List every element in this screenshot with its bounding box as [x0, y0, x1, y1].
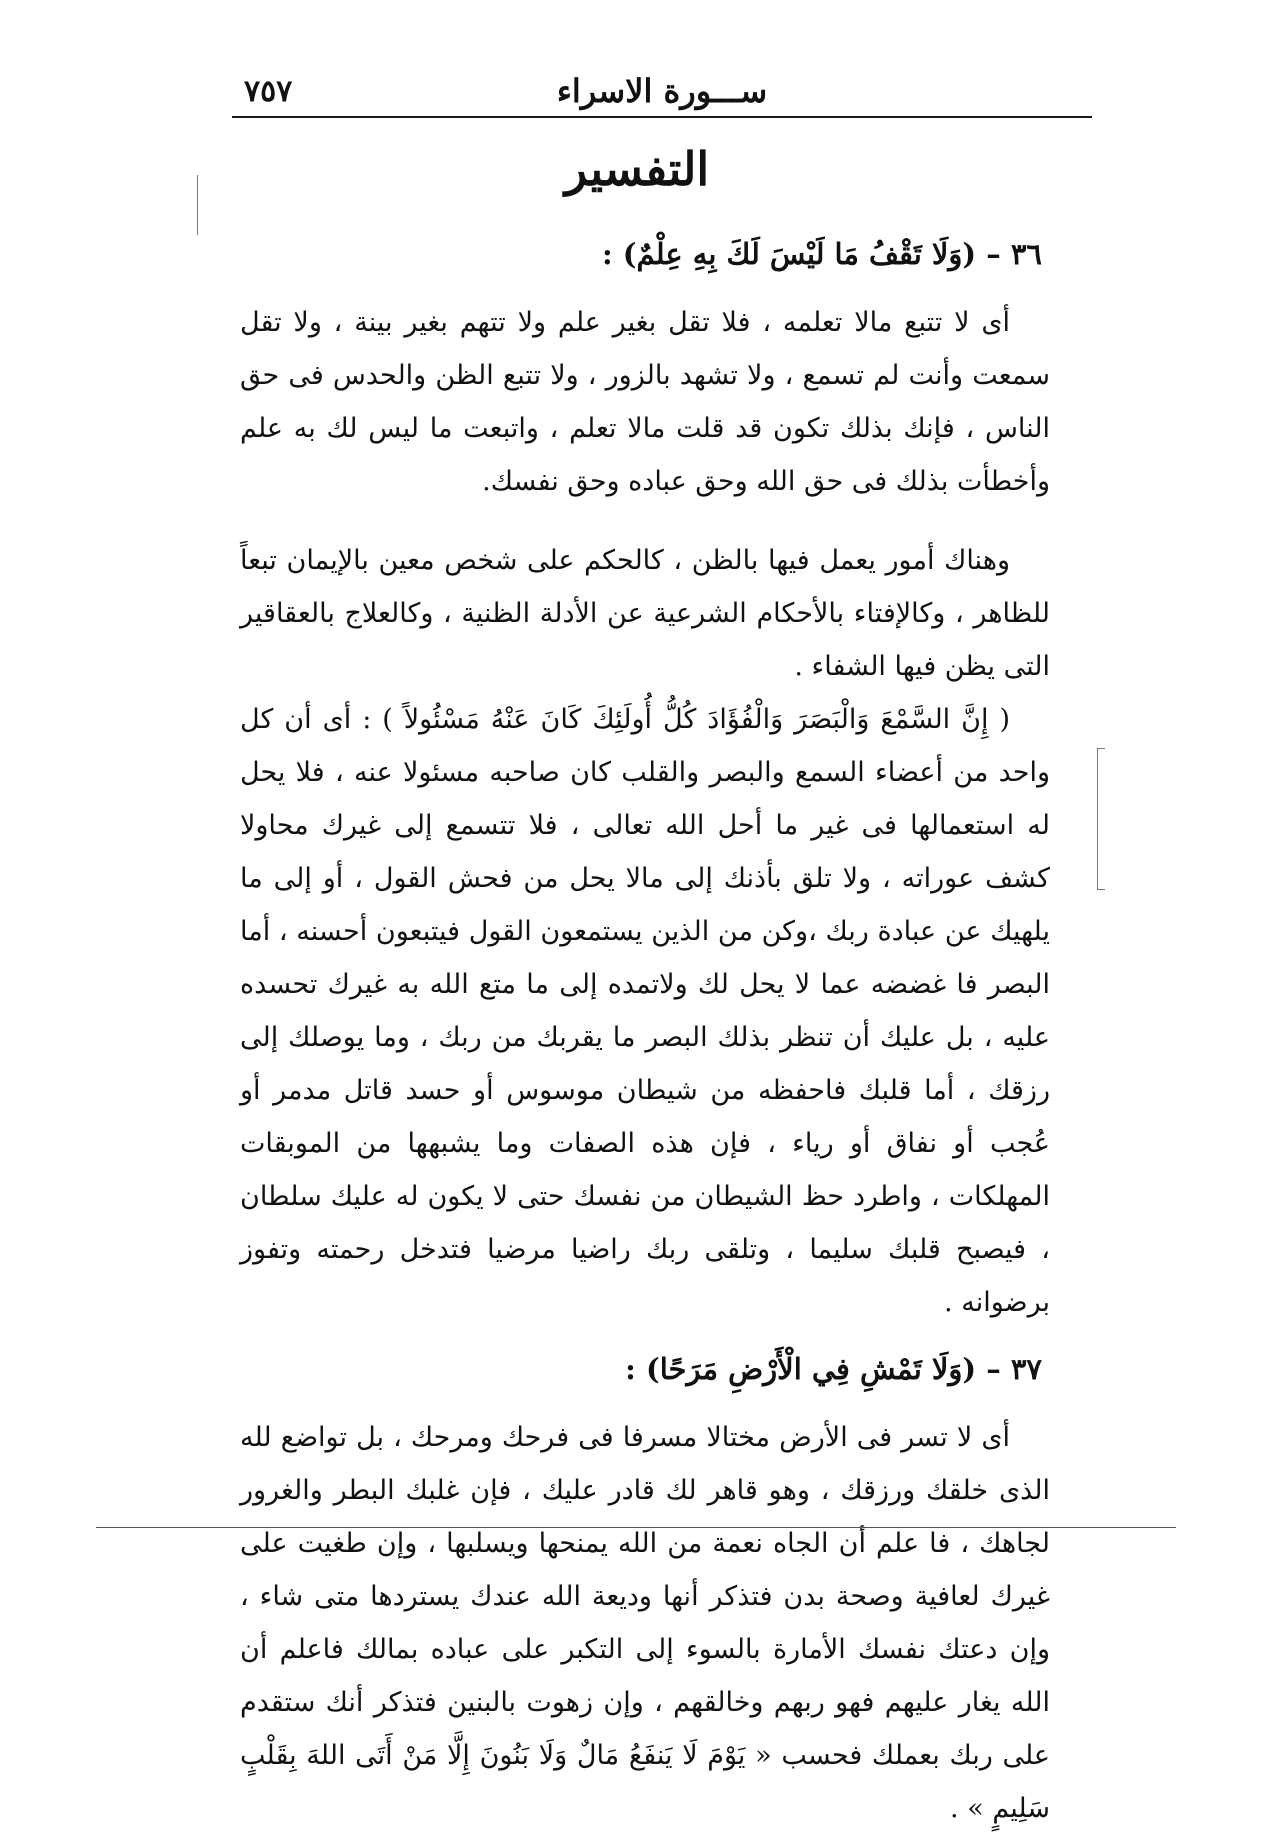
spacer [240, 1397, 1050, 1411]
verse-36-paragraph-1: أى لا تتبع مالا تعلمه ، فلا تقل بغير علم ولا تتهم بغير بينة ، ولا تقل سمعت وأنت لم تسمع ، ولا تشهد بالزور ، ولا تتبع الظن والحدس فى حق الناس ، فإنك بذلك تكون قد قلت مالا تعلم ، واتبعت ما ليس لك به علم وأخطأت بذلك فى حق الله وحق عباده وحق نفسك. [240, 307, 1050, 497]
section-title: التفسير [564, 142, 710, 196]
running-title: ســـورة الاسراء [556, 72, 768, 110]
spacer [240, 282, 1050, 296]
scan-bottom-edge [96, 1527, 1176, 1528]
verse-36-heading-text: ٣٦ – (وَلَا تَقْفُ مَا لَيْسَ لَكَ بِهِ عِلْمٌ) : [601, 237, 1042, 271]
verse-37-heading [240, 1343, 1050, 1397]
tafsir-body [240, 228, 1050, 1835]
scan-mark-left [197, 175, 198, 235]
verse-36-paragraph-2: وهناك أمور يعمل فيها بالظن ، كالحكم على شخص معين بالإيمان تبعاً للظاهر ، وكالإفتاء بالأحكام الشرعية عن الأدلة الظنية ، وكالعلاج بالعقاقير التى يظن فيها الشفاء . [240, 545, 1050, 682]
spacer [240, 1329, 1050, 1343]
page-header [232, 60, 1092, 118]
page-number: ٧٥٧ [244, 74, 293, 109]
scan-mark-right-tick-bottom [1097, 889, 1105, 890]
verse-37-heading-text: ٣٧ – (وَلَا تَمْشِ فِي الْأَرْضِ مَرَحًا) : [625, 1352, 1042, 1386]
verse-36-heading [240, 228, 1050, 282]
verse-37-paragraph-1: أى لا تسر فى الأرض مختالا مسرفا فى فرحك ومرحك ، بل تواضع لله الذى خلقك ورزقك ، وهو قاهر لك قادر عليك ، فإن غلبك البطر والغرور لجاهك ، فا علم أن الجاه نعمة من الله يمنحها ويسلبها ، وإن طغيت على غيرك لعافية وصحة بدن فتذكر أنها وديعة الله عندك يستردها متى شاء ، وإن دعتك نفسك الأمارة بالسوء إلى التكبر على عباده بمالك فاعلم أن الله يغار عليهم فهو ربهم وخالقهم ، وإن زهوت بالبنين فتذكر أنك ستقدم على ربك بعملك فحسب « يَوْمَ لَا يَنفَعُ مَالٌ وَلَا بَنُونَ إِلَّا مَنْ أَتَى اللهَ بِقَلْبٍ سَلِيمٍ » . [240, 1422, 1050, 1824]
spacer [240, 508, 1050, 534]
scan-mark-right-tick-top [1097, 748, 1105, 749]
verse-36-paragraph-3: ( إِنَّ السَّمْعَ وَالْبَصَرَ وَالْفُؤَادَ كُلُّ أُولَئِكَ كَانَ عَنْهُ مَسْئُولاً ) : أى أن كل واحد من أعضاء السمع والبصر والقلب كان صاحبه مسئولا عنه ، فلا يحل له استعمالها فى غير ما أحل الله تعالى ، فلا تتسمع إلى غيرك محاولا كشف عوراته ، ولا تلق بأذنك إلى مالا يحل من فحش القول ، أو إلى ما يلهيك عن عبادة ربك ،وكن من الذين يستمعون القول فيتبعون أحسنه ، أما البصر فا غضضه عما لا يحل لك ولاتمده إلى ما متع الله به غيرك تحسده عليه ، بل عليك أن تنظر بذلك البصر ما يقربك من ربك ، وما يوصلك إلى رزقك ، أما قلبك فاحفظه من شيطان موسوس أو حسد قاتل مدمر أو عُجب أو نفاق أو رياء ، فإن هذه الصفات وما يشبهها من الموبقات المهلكات ، واطرد حظ الشيطان من نفسك حتى لا يكون له عليك سلطان ، فيصبح قلبك سليما ، وتلقى ربك راضيا مرضيا فتدخل رحمته وتفوز برضوانه . [240, 704, 1050, 1318]
scan-mark-right-bracket [1097, 748, 1098, 890]
